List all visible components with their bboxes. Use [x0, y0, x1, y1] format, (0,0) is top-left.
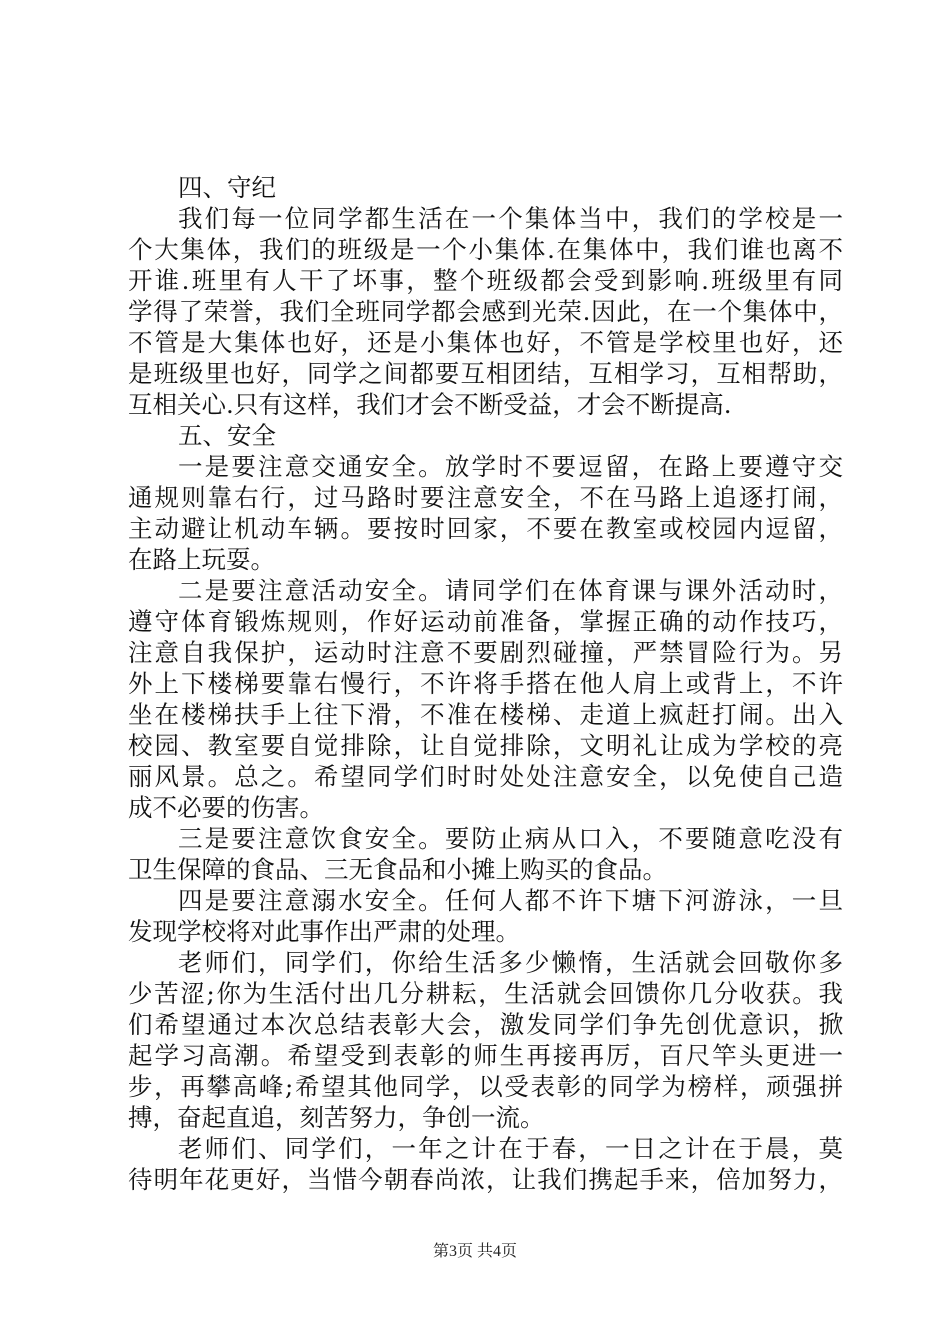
text-line: 成不必要的伤害。: [128, 793, 324, 822]
text-line: 互相关心.只有这样，我们才会不断受益，才会不断提高.: [128, 390, 732, 419]
body-text: [128, 172, 843, 1195]
text-line: 三是要注意饮食安全。要防止病从口入，不要随意吃没有: [178, 824, 843, 853]
text-line: 不管是大集体也好，还是小集体也好，不管是学校里也好，还: [128, 328, 843, 357]
text-line: 待明年花更好，当惜今朝春尚浓，让我们携起手来，倍加努力，: [128, 1165, 843, 1194]
paragraph-encouragement: [128, 947, 843, 1133]
text-line: 四是要注意溺水安全。任何人都不许下塘下河游泳，一旦: [178, 886, 843, 915]
text-line: 五、安全: [178, 421, 276, 450]
text-line: 我们每一位同学都生活在一个集体当中，我们的学校是一: [178, 204, 843, 233]
text-line: 步，再攀高峰;希望其他同学，以受表彰的同学为榜样，顽强拼: [128, 1072, 843, 1101]
text-line: 是班级里也好，同学之间都要互相团结，互相学习，互相帮助，: [128, 359, 843, 388]
text-line: 在路上玩耍。: [128, 545, 275, 574]
paragraph-heading-discipline: [128, 172, 843, 203]
text-line: 丽风景。总之。希望同学们时时处处注意安全，以免使自己造: [128, 762, 843, 791]
text-line: 通规则靠右行，过马路时要注意安全，不在马路上追逐打闹，: [128, 483, 843, 512]
text-line: 二是要注意活动安全。请同学们在体育课与课外活动时，: [178, 576, 843, 605]
text-line: 主动避让机动车辆。要按时回家，不要在教室或校园内逗留，: [128, 514, 843, 543]
paragraph-water-safety: [128, 885, 843, 947]
text-line: 外上下楼梯要靠右慢行，不许将手搭在他人肩上或背上，不许: [128, 669, 843, 698]
text-line: 四、守纪: [178, 173, 276, 202]
text-line: 坐在楼梯扶手上往下滑，不准在楼梯、走道上疯赶打闹。出入: [128, 700, 843, 729]
text-line: 一是要注意交通安全。放学时不要逗留，在路上要遵守交: [178, 452, 843, 481]
text-line: 学得了荣誉，我们全班同学都会感到光荣.因此，在一个集体中，: [128, 297, 843, 326]
paragraph-collective: [128, 203, 843, 420]
page-number-footer: 第3页 共4页: [432, 1243, 517, 1260]
text-line: 们希望通过本次总结表彰大会，激发同学们争先创优意识，掀: [128, 1010, 843, 1039]
text-line: 注意自我保护，运动时注意不要剧烈碰撞，严禁冒险行为。另: [128, 638, 843, 667]
paragraph-traffic-safety: [128, 451, 843, 575]
paragraph-activity-safety: [128, 575, 843, 823]
text-line: 发现学校将对此事作出严肃的处理。: [128, 917, 520, 946]
text-line: 个大集体，我们的班级是一个小集体.在集体中，我们谁也离不: [128, 235, 843, 264]
text-line: 老师们，同学们，你给生活多少懒惰，生活就会回敬你多: [178, 948, 843, 977]
text-line: 少苦涩;你为生活付出几分耕耘，生活就会回馈你几分收获。我: [128, 979, 843, 1008]
paragraph-heading-safety: [128, 420, 843, 451]
text-line: 老师们、同学们，一年之计在于春，一日之计在于晨，莫: [178, 1134, 843, 1163]
paragraph-closing: [128, 1133, 843, 1195]
text-line: 卫生保障的食品、三无食品和小摊上购买的食品。: [128, 855, 667, 884]
text-line: 开谁.班里有人干了坏事，整个班级都会受到影响.班级里有同: [128, 266, 843, 295]
text-line: 遵守体育锻炼规则，作好运动前准备，掌握正确的动作技巧，: [128, 607, 843, 636]
text-line: 校园、教室要自觉排除，让自觉排除，文明礼让成为学校的亮: [128, 731, 843, 760]
paragraph-food-safety: [128, 823, 843, 885]
text-line: 搏，奋起直追，刻苦努力，争创一流。: [128, 1103, 545, 1132]
text-line: 起学习高潮。希望受到表彰的师生再接再厉，百尺竿头更进一: [128, 1041, 843, 1070]
